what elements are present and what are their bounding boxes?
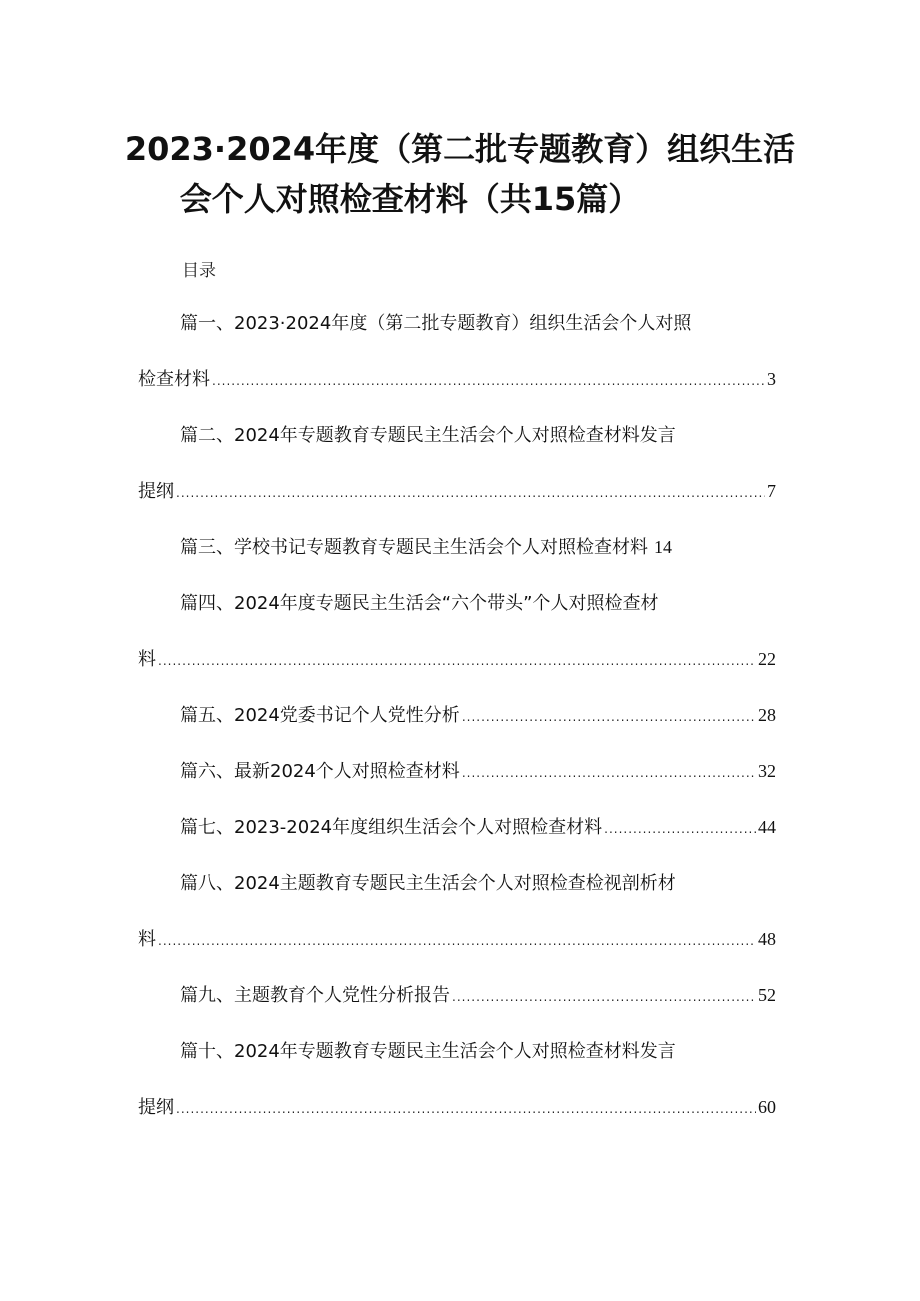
leader-dots <box>604 822 756 836</box>
toc-entry-text: 提纲 <box>138 1097 174 1118</box>
toc-entry-6[interactable] <box>180 757 776 783</box>
toc-entry-9[interactable] <box>180 981 776 1007</box>
toc-page-number: 60 <box>758 1097 776 1117</box>
toc-entry-text: 料 <box>138 649 156 670</box>
toc-page-number: 22 <box>758 649 776 669</box>
leader-dots <box>176 486 765 500</box>
document-title-line-2: 会个人对照检查材料（共15篇） <box>179 180 641 218</box>
toc-entry-10-line-1[interactable]: 篇十、2024年专题教育专题民主生活会个人对照检查材料发言 <box>180 1041 676 1062</box>
toc-entry-text: 篇五、2024党委书记个人党性分析 <box>180 705 460 726</box>
toc-entry-text: 篇九、主题教育个人党性分析报告 <box>180 985 450 1006</box>
toc-page-number: 28 <box>758 705 776 725</box>
toc-entry-4-line-1[interactable]: 篇四、2024年度专题民主生活会“六个带头”个人对照检查材 <box>180 593 659 614</box>
leader-dots <box>462 710 756 724</box>
toc-entry-8-line-2[interactable] <box>138 925 776 951</box>
leader-dots <box>176 1102 756 1116</box>
toc-entry-5[interactable] <box>180 701 776 727</box>
toc-entry-text: 篇六、最新2024个人对照检查材料 <box>180 761 460 782</box>
toc-entry-1-line-1[interactable]: 篇一、2023·2024年度（第二批专题教育）组织生活会个人对照 <box>180 313 692 334</box>
toc-entry-2-line-1[interactable]: 篇二、2024年专题教育专题民主生活会个人对照检查材料发言 <box>180 425 676 446</box>
toc-page-number: 14 <box>654 537 672 557</box>
toc-entry-text: 篇七、2023-2024年度组织生活会个人对照检查材料 <box>180 817 603 838</box>
toc-entry-7[interactable] <box>180 813 776 839</box>
toc-page-number: 44 <box>758 817 776 837</box>
leader-dots <box>212 374 765 388</box>
leader-dots <box>452 990 756 1004</box>
toc-heading: 目录 <box>182 261 216 281</box>
toc-entry-text: 篇三、学校书记专题教育专题民主生活会个人对照检查材料 <box>180 537 648 558</box>
toc-page-number: 52 <box>758 985 776 1005</box>
toc-page-number: 3 <box>767 369 776 389</box>
toc-entry-8-line-1[interactable]: 篇八、2024主题教育专题民主生活会个人对照检查检视剖析材 <box>180 873 676 894</box>
toc-page-number: 32 <box>758 761 776 781</box>
toc-page-number: 48 <box>758 929 776 949</box>
leader-dots <box>158 654 756 668</box>
document-title-line-1: 2023·2024年度（第二批专题教育）组织生活 <box>124 130 796 168</box>
toc-entry-2-line-2[interactable] <box>138 477 776 503</box>
toc-entry-text: 料 <box>138 929 156 950</box>
toc-entry-10-line-2[interactable] <box>138 1093 776 1119</box>
leader-dots <box>462 766 756 780</box>
toc-entry-3[interactable] <box>180 533 730 559</box>
toc-page-number: 7 <box>767 481 776 501</box>
toc-entry-text: 提纲 <box>138 481 174 502</box>
leader-dots <box>158 934 756 948</box>
toc-entry-1-line-2[interactable] <box>138 365 776 391</box>
toc-entry-4-line-2[interactable] <box>138 645 776 671</box>
toc-entry-text: 检查材料 <box>138 369 210 390</box>
